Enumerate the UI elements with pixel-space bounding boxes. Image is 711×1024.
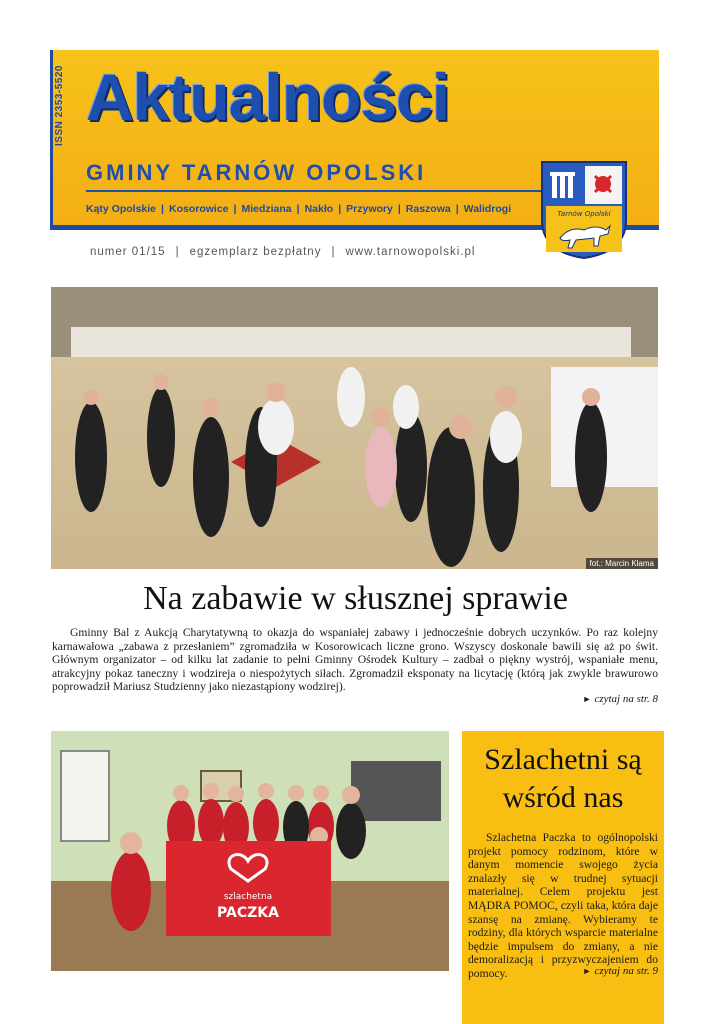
separator: | <box>397 203 401 215</box>
photo-credit: fot.: Marcin Klama <box>586 558 658 569</box>
issue-number: numer 01/15 <box>90 246 166 258</box>
issn-label: ISSN 2353-5520 <box>54 65 65 146</box>
dance-photo-illustration <box>51 287 658 569</box>
banner-line-2: PACZKA <box>217 905 279 921</box>
masthead-left-bar <box>50 50 53 230</box>
village-name: Raszowa <box>405 203 451 215</box>
free-copy-label: egzemplarz bezpłatny <box>189 246 322 258</box>
box-text: Szlachetna Paczka to ogólnopolski projekt pomocy rodzinom, które w danym momencie swojego życia znalazły się w trudnej sytuacji materialnej. Celem projektu jest MĄDRA POMOC, czyli taka, która daje szansę na zmianę. Wybieramy te rodziny, dla których wsparcie materialne będzie impulsem do zmiany, a nie demoralizacją i przyzwyczajeniem do pomocy. <box>468 831 658 980</box>
village-name: Walidrogi <box>463 203 512 215</box>
arrow-right-icon: ► <box>582 966 592 976</box>
village-name: Kosorowice <box>168 203 229 215</box>
magazine-subtitle: GMINY TARNÓW OPOLSKI <box>86 160 427 185</box>
title-rule <box>86 190 556 192</box>
article-lead: Gminny Bal z Aukcją Charytatywną to okazja do wspaniałej zabawy i jednocześnie dobrych uczynków. Po raz kolejny karnawałowa „zabawa z przesłaniem” zgromadziła w Kosorowicach liczne grono. Wszyscy doskonale bawili się aż po świt. Głównym organizator – od kilku lat zadanie to pełni Gminny Ośrodek Kultury – zadbał o piękny wystrój, wspaniałe menu, atrakcyjny pokaz taneczny i wodzireja o niespożytych siłach. Zgromadził eksponaty na licytację (którą jak zwykle brawurowo poprowadził Mariusz Studzienny jako niezastąpiony wodzirej). <box>52 626 658 694</box>
article-box <box>462 731 664 1024</box>
separator: | <box>161 203 164 215</box>
continue-link-label: czytaj na str. 8 <box>594 693 658 705</box>
separator: | <box>455 203 459 215</box>
arrow-right-icon: ► <box>582 694 592 704</box>
magazine-title: Aktualności <box>86 60 450 134</box>
box-title: Szlachetni są wśród nas <box>484 743 642 814</box>
banner-line-1: szlachetna <box>223 892 273 902</box>
separator: | <box>233 203 237 215</box>
article-headline: Na zabawie w słusznej sprawie <box>143 580 568 617</box>
village-name: Kąty Opolskie <box>86 203 157 215</box>
crest-label: Tarnów Opolski <box>557 210 611 218</box>
separator: | <box>331 246 336 258</box>
website-url: www.tarnowopolski.pl <box>345 246 476 258</box>
dance-photo <box>51 287 658 569</box>
village-name: Miedziana <box>241 203 292 215</box>
separator: | <box>296 203 300 215</box>
volunteers-photo <box>51 731 449 971</box>
continue-link[interactable] <box>583 693 658 705</box>
issue-info-line <box>90 246 475 258</box>
separator: | <box>175 246 180 258</box>
village-name: Przywory <box>346 203 393 215</box>
coat-of-arms-icon <box>540 160 628 260</box>
village-name: Nakło <box>304 203 334 215</box>
continue-link[interactable] <box>583 965 658 977</box>
separator: | <box>338 203 342 215</box>
village-list <box>86 203 511 215</box>
volunteers-photo-illustration <box>51 731 449 971</box>
continue-link-label: czytaj na str. 9 <box>594 965 658 977</box>
